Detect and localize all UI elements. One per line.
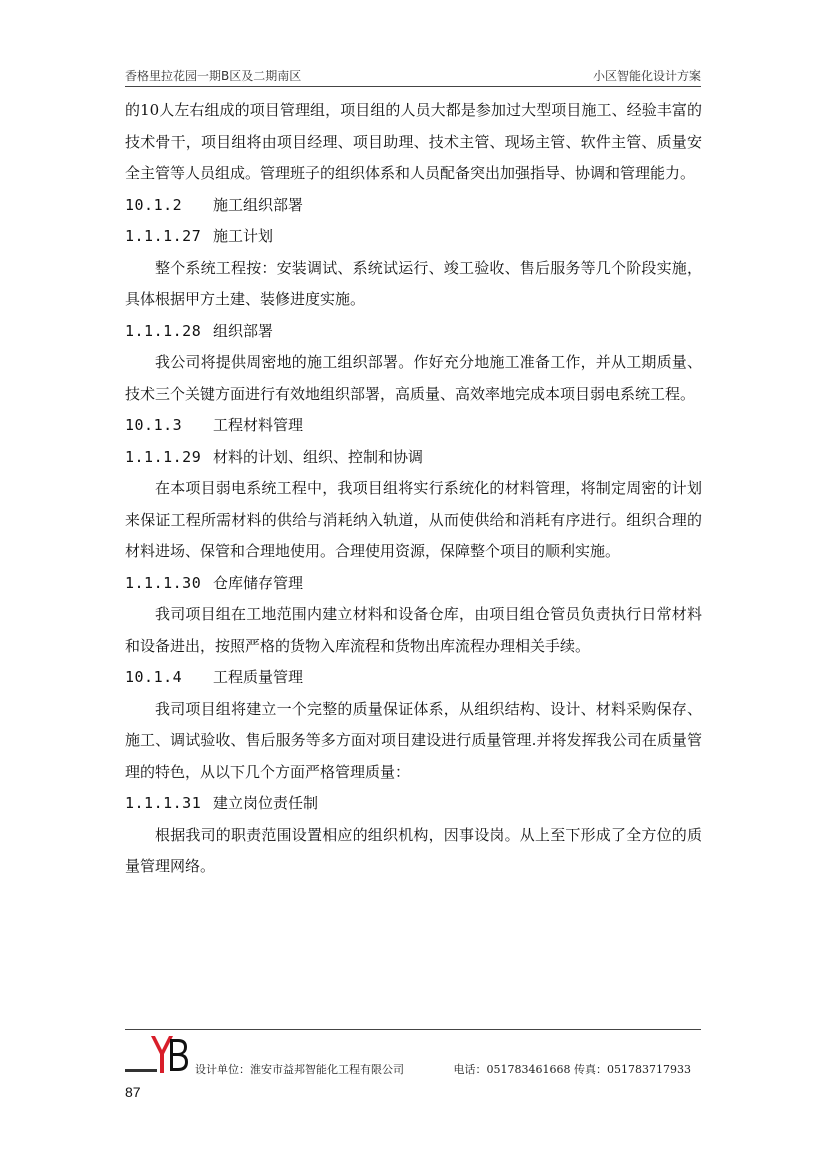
subsection-number: 1.1.1.28 xyxy=(125,321,202,340)
header-rule xyxy=(125,86,701,87)
subsection-title: 组织部署 xyxy=(213,321,274,340)
section-heading xyxy=(125,410,702,442)
subsection-heading xyxy=(125,788,702,820)
footer-rule xyxy=(125,1029,701,1030)
subsection-heading xyxy=(125,568,702,600)
section-heading xyxy=(125,190,702,222)
paragraph: 根据我司的职责范围设置相应的组织机构，因事设岗。从上至下形成了全方位的质量管理网络。 xyxy=(125,825,702,875)
subsection-title: 施工计划 xyxy=(213,227,274,245)
page-content xyxy=(125,95,702,883)
logo-b-mark xyxy=(170,1039,188,1071)
subsection-heading xyxy=(125,442,702,474)
paragraph: 我司项目组在工地范围内建立材料和设备仓库，由项目组仓管员负责执行日常材料和设备进出，按照严格的货物入库流程和货物出库流程办理相关手续。 xyxy=(125,605,702,655)
section-number: 10.1.2 xyxy=(125,195,183,214)
header-project-name: 香格里拉花园一期B区及二期南区 xyxy=(125,69,302,83)
section-number: 10.1.4 xyxy=(125,668,183,686)
subsection-number: 1.1.1.30 xyxy=(125,573,202,592)
footer-company: 设计单位：淮安市益邦智能化工程有限公司 xyxy=(195,1063,404,1076)
subsection-title: 材料的计划、组织、控制和协调 xyxy=(213,447,424,466)
header-document-title: 小区智能化设计方案 xyxy=(592,69,701,83)
section-title: 工程材料管理 xyxy=(213,416,304,434)
paragraph: 我司项目组将建立一个完整的质量保证体系，从组织结构、设计、材料采购保存、施工、调试验收、售后服务等多方面对项目建设进行质量管理.并将发挥我公司在质量管理的特色，从以下几个方面严格管理质量： xyxy=(125,699,702,781)
page-footer xyxy=(125,1029,701,1089)
paragraph: 的10人左右组成的项目管理组，项目组的人员大都是参加过大型项目施工、经验丰富的技术骨干，项目组将由项目经理、项目助理、技术主管、现场主管、软件主管、质量安全主管等人员组成。管理班子的组织体系和人员配备突出加强指导、协调和管理能力。 xyxy=(125,101,702,182)
page-header xyxy=(125,64,701,86)
section-number: 10.1.3 xyxy=(125,416,183,434)
company-logo xyxy=(125,1033,191,1075)
section-title: 施工组织部署 xyxy=(213,195,304,214)
page-number: 87 xyxy=(125,1084,141,1100)
paragraph: 整个系统工程按：安装调试、系统试运行、竣工验收、售后服务等几个阶段实施，具体根据甲方土建、装修进度实施。 xyxy=(125,258,702,308)
logo-y-mark xyxy=(151,1036,173,1073)
footer-contact: 电话：051783461668 传真：051783717933 xyxy=(453,1063,691,1076)
logo-text-strip xyxy=(125,1069,157,1072)
subsection-number: 1.1.1.29 xyxy=(125,447,202,466)
subsection-number: 1.1.1.27 xyxy=(125,227,202,245)
subsection-title: 建立岗位责任制 xyxy=(213,794,319,812)
subsection-number: 1.1.1.31 xyxy=(125,794,202,812)
subsection-title: 仓库储存管理 xyxy=(213,573,304,592)
paragraph: 在本项目弱电系统工程中，我项目组将实行系统化的材料管理，将制定周密的计划来保证工程所需材料的供给与消耗纳入轨道，从而使供给和消耗有序进行。组织合理的材料进场、保管和合理地使用。合理使用资源，保障整个项目的顺利实施。 xyxy=(125,479,702,560)
section-heading xyxy=(125,662,702,694)
subsection-heading xyxy=(125,316,702,348)
subsection-heading xyxy=(125,221,702,253)
paragraph: 我公司将提供周密地的施工组织部署。作好充分地施工准备工作，并从工期质量、技术三个关键方面进行有效地组织部署，高质量、高效率地完成本项目弱电系统工程。 xyxy=(125,353,702,403)
section-title: 工程质量管理 xyxy=(213,668,304,686)
